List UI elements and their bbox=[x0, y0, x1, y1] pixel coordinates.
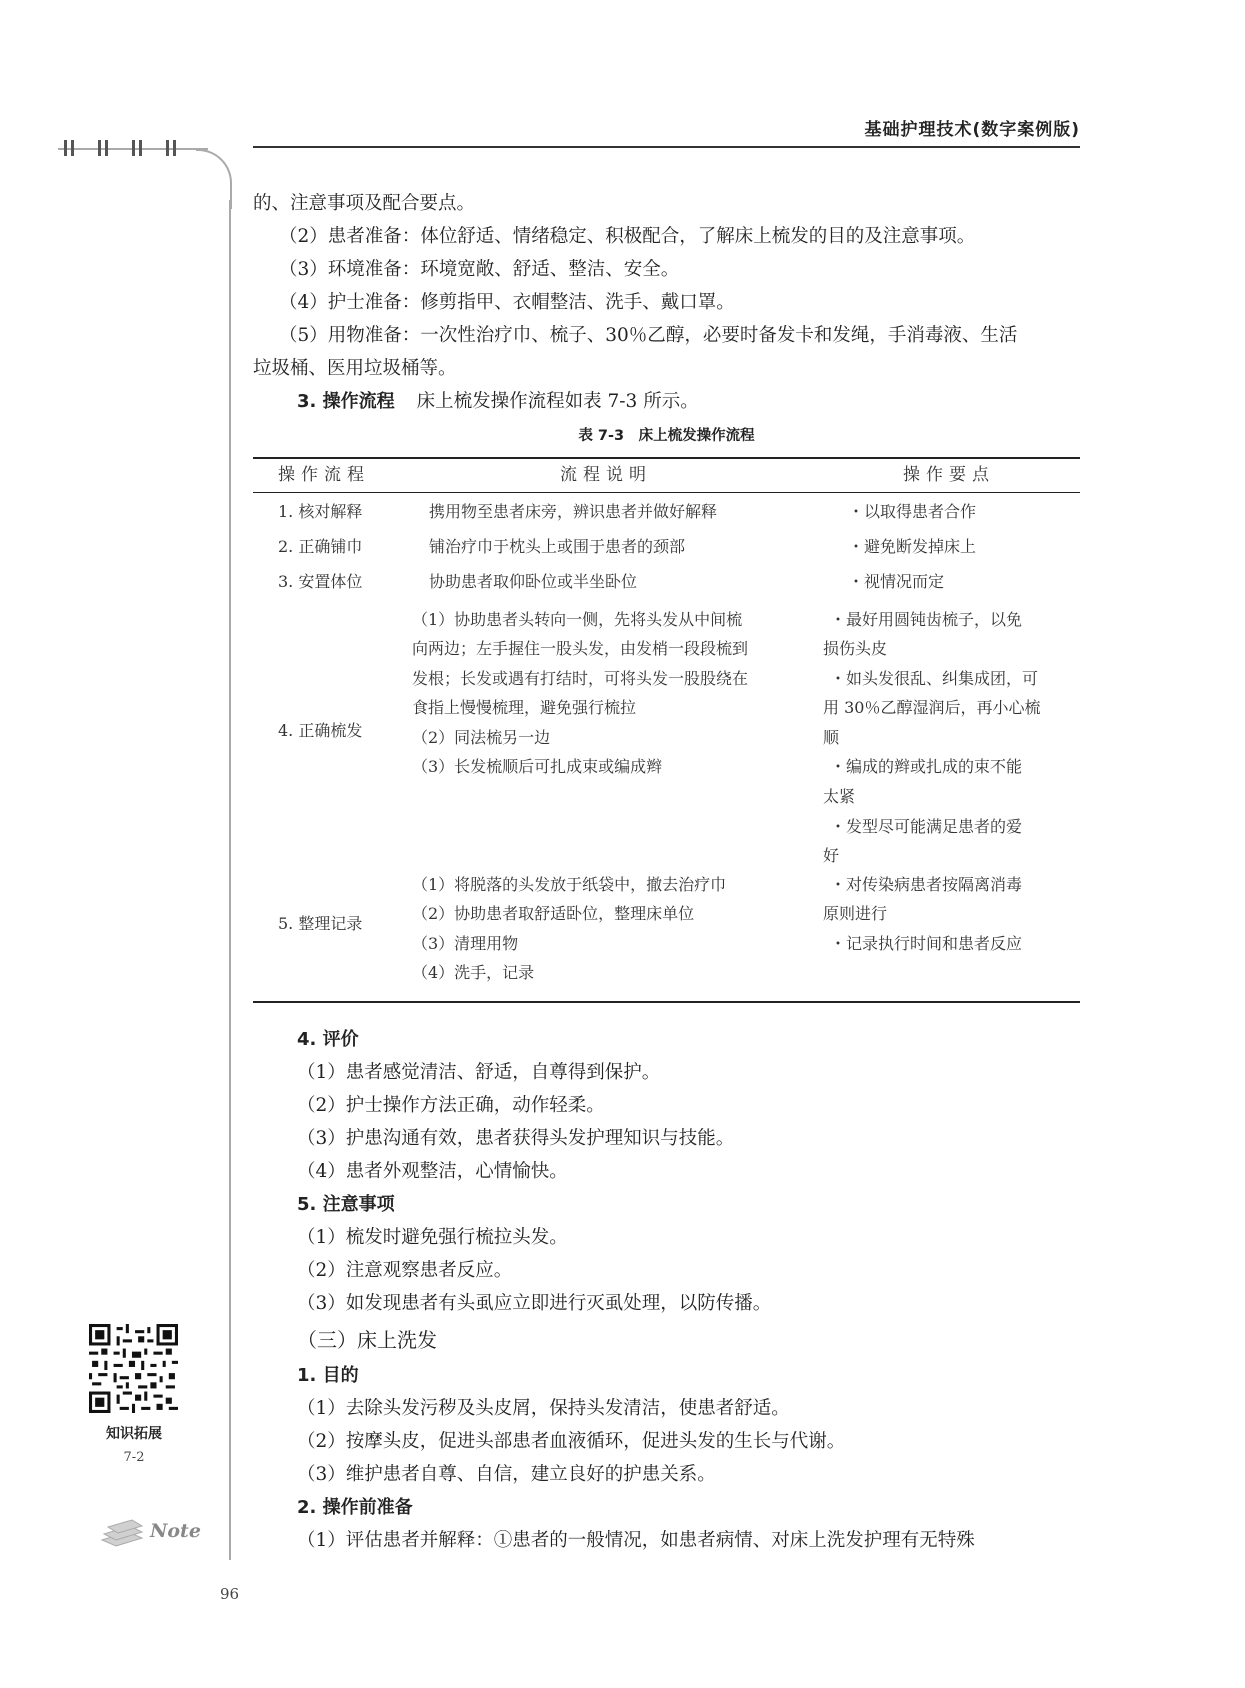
section-heading: 2. 操作前准备 bbox=[297, 1497, 413, 1518]
paragraph: （3）环境准备：环境宽敞、舒适、整洁、安全。 bbox=[279, 259, 680, 280]
table-cell-point: ・以取得患者合作 bbox=[848, 502, 977, 521]
section-text: 床上梳发操作流程如表 7-3 所示。 bbox=[416, 391, 699, 412]
table-cell-desc: 协助患者取仰卧位或半坐卧位 bbox=[429, 572, 638, 591]
table-cell-point: ・对传染病患者按隔离消毒 bbox=[830, 875, 1023, 894]
table-cell-point: ・发型尽可能满足患者的爱 bbox=[830, 817, 1023, 836]
list-item: （3）维护患者自尊、自信，建立良好的护患关系。 bbox=[297, 1464, 716, 1485]
table-cell-point: 好 bbox=[823, 846, 840, 865]
table-cell-desc: （3）长发梳顺后可扎成束或编成辫 bbox=[412, 757, 663, 776]
list-item: （2）注意观察患者反应。 bbox=[297, 1260, 513, 1281]
qr-number: 7-2 bbox=[123, 1450, 145, 1465]
table-cell-step: 4. 正确梳发 bbox=[278, 721, 363, 740]
section-heading: 3. 操作流程 bbox=[297, 391, 395, 412]
qr-code-icon bbox=[89, 1324, 178, 1413]
list-item: （3）如发现患者有头虱应立即进行灭虱处理，以防传播。 bbox=[297, 1293, 772, 1314]
table-cell-point: ・视情况而定 bbox=[848, 572, 945, 591]
note-logo bbox=[98, 1510, 201, 1556]
table-cell-desc: 向两边；左手握住一股头发，由发梢一段段梳到 bbox=[412, 639, 749, 658]
table-cell-desc: 携用物至患者床旁，辨识患者并做好解释 bbox=[429, 502, 718, 521]
table-cell-step: 5. 整理记录 bbox=[278, 914, 363, 933]
table-cell-desc: （2）协助患者取舒适卧位，整理床单位 bbox=[412, 904, 695, 923]
list-item: （3）护患沟通有效，患者获得头发护理知识与技能。 bbox=[297, 1128, 735, 1149]
list-item: （1）梳发时避免强行梳拉头发。 bbox=[297, 1227, 568, 1248]
note-text: Note bbox=[150, 1520, 201, 1542]
table-top-rule bbox=[253, 457, 1080, 459]
table-cell-desc: （1）协助患者头转向一侧，先将头发从中间梳 bbox=[412, 610, 743, 629]
section-heading: 1. 目的 bbox=[297, 1365, 359, 1386]
table-header-rule bbox=[253, 492, 1080, 493]
table-cell-desc: （3）清理用物 bbox=[412, 934, 519, 953]
section-3 bbox=[297, 386, 1127, 418]
header-rule bbox=[253, 146, 1080, 148]
table-cell-desc: 食指上慢慢梳理，避免强行梳拉 bbox=[412, 698, 637, 717]
table-bottom-rule bbox=[253, 1001, 1080, 1003]
table-cell-desc: 发根；长发或遇有打结时，可将头发一股股绕在 bbox=[412, 669, 749, 688]
table-cell-point: ・如头发很乱、纠集成团，可 bbox=[830, 669, 1039, 688]
subsection-title: （三）床上洗发 bbox=[297, 1328, 437, 1352]
section-heading: 4. 评价 bbox=[297, 1029, 359, 1050]
list-item: （2）按摩头皮，促进头部患者血液循环，促进头发的生长与代谢。 bbox=[297, 1431, 846, 1452]
list-item: （1）去除头发污秽及头皮屑，保持头发清洁，使患者舒适。 bbox=[297, 1398, 790, 1419]
table-cell-point: 损伤头皮 bbox=[823, 639, 888, 658]
qr-caption: 知识拓展 bbox=[106, 1426, 162, 1442]
table-cell-desc: （1）将脱落的头发放于纸袋中，撤去治疗巾 bbox=[412, 875, 727, 894]
table-caption: 表 7-3 床上梳发操作流程 bbox=[578, 428, 755, 444]
section-heading: 5. 注意事项 bbox=[297, 1194, 395, 1215]
paragraph: （2）患者准备：体位舒适、情绪稳定、积极配合，了解床上梳发的目的及注意事项。 bbox=[279, 226, 976, 247]
margin-rule bbox=[229, 200, 231, 1560]
table-cell-point: 用 30％乙醇湿润后，再小心梳 bbox=[823, 698, 1041, 717]
page-number: 96 bbox=[220, 1585, 240, 1603]
table-cell-desc: （2）同法梳另一边 bbox=[412, 728, 551, 747]
table-header: 流程说明 bbox=[560, 465, 652, 485]
table-cell-step: 3. 安置体位 bbox=[278, 572, 363, 591]
margin-curve bbox=[196, 149, 232, 209]
table-header: 操作要点 bbox=[903, 465, 995, 485]
table-cell-point: 原则进行 bbox=[823, 904, 888, 923]
table-cell-point: 顺 bbox=[823, 728, 840, 747]
list-item: （4）患者外观整洁，心情愉快。 bbox=[297, 1161, 568, 1182]
running-header: 基础护理技术(数字案例版) bbox=[864, 120, 1080, 140]
table-cell-step: 1. 核对解释 bbox=[278, 502, 363, 521]
table-cell-desc: 铺治疗巾于枕头上或围于患者的颈部 bbox=[429, 537, 686, 556]
table-header: 操作流程 bbox=[278, 465, 370, 485]
table-cell-point: 太紧 bbox=[823, 787, 856, 806]
list-item: （1）评估患者并解释：①患者的一般情况，如患者病情、对床上洗发护理有无特殊 bbox=[297, 1530, 975, 1551]
paragraph: （5）用物准备：一次性治疗巾、梳子、30％乙醇，必要时备发卡和发绳，手消毒液、生活 bbox=[279, 325, 1018, 346]
paragraph: 的、注意事项及配合要点。 bbox=[253, 193, 476, 214]
margin-decoration-bars bbox=[60, 140, 210, 156]
paragraph: （4）护士准备：修剪指甲、衣帽整洁、洗手、戴口罩。 bbox=[279, 292, 735, 313]
table-cell-point: ・编成的辫或扎成的束不能 bbox=[830, 757, 1023, 776]
table-cell-point: ・最好用圆钝齿梳子，以免 bbox=[830, 610, 1023, 629]
list-item: （1）患者感觉清洁、舒适，自尊得到保护。 bbox=[297, 1062, 661, 1083]
paragraph: 垃圾桶、医用垃圾桶等。 bbox=[253, 358, 457, 379]
table-cell-desc: （4）洗手，记录 bbox=[412, 963, 535, 982]
table-cell-point: ・避免断发掉床上 bbox=[848, 537, 977, 556]
list-item: （2）护士操作方法正确，动作轻柔。 bbox=[297, 1095, 605, 1116]
table-cell-step: 2. 正确铺巾 bbox=[278, 537, 363, 556]
table-cell-point: ・记录执行时间和患者反应 bbox=[830, 934, 1023, 953]
